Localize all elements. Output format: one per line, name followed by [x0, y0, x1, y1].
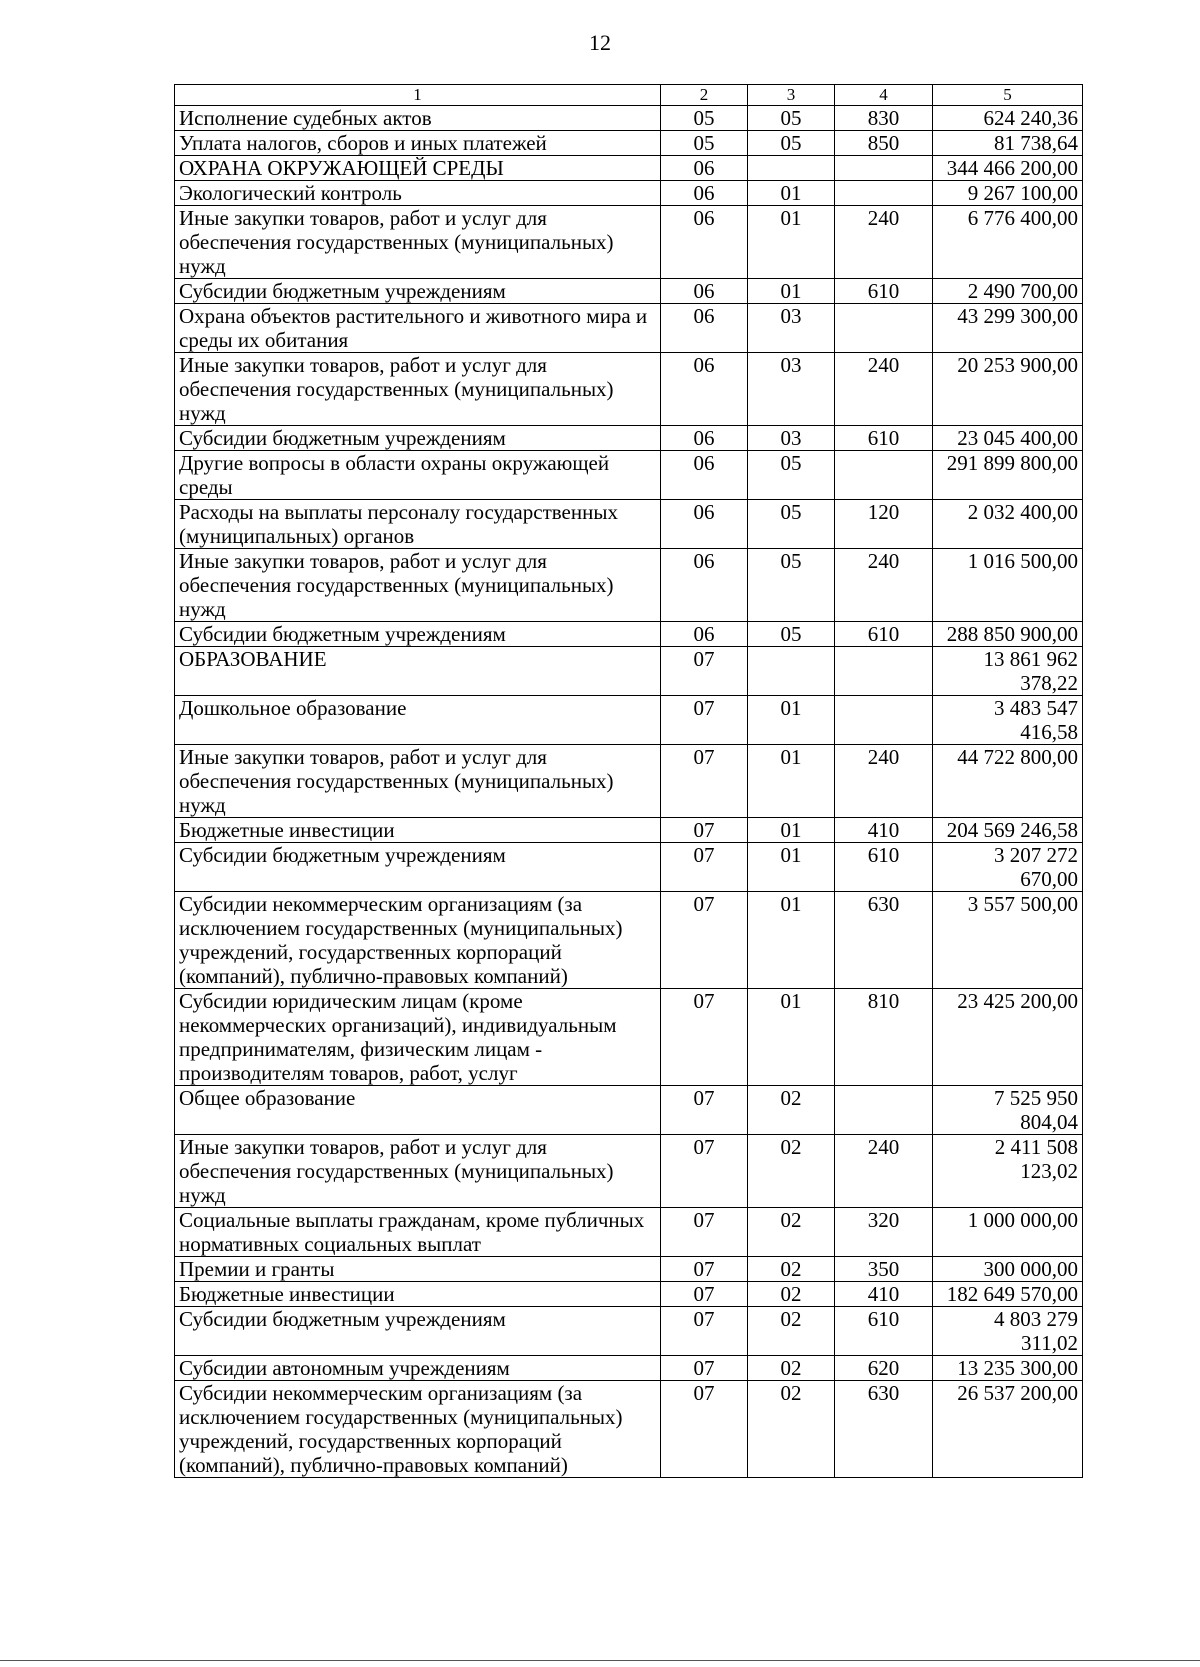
table-row: [175, 1307, 1083, 1356]
table-row: [175, 1381, 1083, 1478]
row-subsection-cell: 05: [748, 106, 835, 131]
row-amount-cell: 7 525 950 804,04: [933, 1086, 1083, 1135]
row-amount-cell: 23 045 400,00: [933, 426, 1083, 451]
row-amount-cell: 43 299 300,00: [933, 304, 1083, 353]
table-row: [175, 696, 1083, 745]
row-expense-type-cell: [835, 647, 933, 696]
row-section-cell: 07: [661, 1381, 748, 1478]
row-expense-type-cell: 610: [835, 426, 933, 451]
row-expense-type-cell: 610: [835, 622, 933, 647]
row-name-cell: Субсидии некоммерческим организациям (за исключением государственных (муниципальных) учреждений, государственных корпораций (компаний), публично-правовых компаний): [175, 892, 661, 989]
table-row: [175, 745, 1083, 818]
row-section-cell: 06: [661, 206, 748, 279]
row-name-cell: Расходы на выплаты персоналу государственных (муниципальных) органов: [175, 500, 661, 549]
row-subsection-cell: 02: [748, 1135, 835, 1208]
row-subsection-cell: 05: [748, 622, 835, 647]
row-section-cell: 07: [661, 696, 748, 745]
table-row: [175, 304, 1083, 353]
row-subsection-cell: 02: [748, 1208, 835, 1257]
table-row: [175, 1257, 1083, 1282]
row-amount-cell: 291 899 800,00: [933, 451, 1083, 500]
row-subsection-cell: 02: [748, 1257, 835, 1282]
row-name-cell: ОХРАНА ОКРУЖАЮЩЕЙ СРЕДЫ: [175, 156, 661, 181]
row-amount-cell: 3 207 272 670,00: [933, 843, 1083, 892]
row-amount-cell: 182 649 570,00: [933, 1282, 1083, 1307]
table-row: [175, 500, 1083, 549]
row-name-cell: Субсидии бюджетным учреждениям: [175, 622, 661, 647]
row-subsection-cell: 01: [748, 279, 835, 304]
row-amount-cell: 288 850 900,00: [933, 622, 1083, 647]
row-amount-cell: 204 569 246,58: [933, 818, 1083, 843]
row-subsection-cell: 01: [748, 989, 835, 1086]
row-section-cell: 07: [661, 1086, 748, 1135]
row-amount-cell: 2 411 508 123,02: [933, 1135, 1083, 1208]
table-row: [175, 279, 1083, 304]
row-name-cell: Иные закупки товаров, работ и услуг для обеспечения государственных (муниципальных) нужд: [175, 745, 661, 818]
row-subsection-cell: 01: [748, 206, 835, 279]
row-name-cell: Субсидии бюджетным учреждениям: [175, 843, 661, 892]
row-expense-type-cell: 240: [835, 745, 933, 818]
table-row: [175, 106, 1083, 131]
row-name-cell: Социальные выплаты гражданам, кроме публичных нормативных социальных выплат: [175, 1208, 661, 1257]
row-subsection-cell: 02: [748, 1381, 835, 1478]
row-amount-cell: 20 253 900,00: [933, 353, 1083, 426]
page-number: 12: [589, 30, 611, 55]
table-row: [175, 426, 1083, 451]
row-subsection-cell: 01: [748, 843, 835, 892]
row-section-cell: 07: [661, 1135, 748, 1208]
row-subsection-cell: 02: [748, 1356, 835, 1381]
row-amount-cell: 13 235 300,00: [933, 1356, 1083, 1381]
table-row: [175, 131, 1083, 156]
row-amount-cell: 344 466 200,00: [933, 156, 1083, 181]
row-subsection-cell: 01: [748, 818, 835, 843]
row-section-cell: 06: [661, 156, 748, 181]
table-row: [175, 622, 1083, 647]
row-name-cell: Уплата налогов, сборов и иных платежей: [175, 131, 661, 156]
row-expense-type-cell: 240: [835, 549, 933, 622]
row-section-cell: 06: [661, 181, 748, 206]
table-row: [175, 549, 1083, 622]
budget-table: [174, 84, 1083, 1478]
row-amount-cell: 2 032 400,00: [933, 500, 1083, 549]
row-subsection-cell: 02: [748, 1086, 835, 1135]
row-amount-cell: 2 490 700,00: [933, 279, 1083, 304]
row-expense-type-cell: 610: [835, 843, 933, 892]
table-row: [175, 1282, 1083, 1307]
table-row: [175, 353, 1083, 426]
row-expense-type-cell: [835, 451, 933, 500]
row-section-cell: 07: [661, 989, 748, 1086]
row-section-cell: 06: [661, 622, 748, 647]
row-name-cell: Иные закупки товаров, работ и услуг для обеспечения государственных (муниципальных) нужд: [175, 353, 661, 426]
column-header-2: 2: [661, 85, 748, 106]
row-expense-type-cell: 350: [835, 1257, 933, 1282]
row-subsection-cell: 02: [748, 1282, 835, 1307]
row-subsection-cell: 03: [748, 304, 835, 353]
row-name-cell: Иные закупки товаров, работ и услуг для обеспечения государственных (муниципальных) нужд: [175, 206, 661, 279]
row-subsection-cell: 03: [748, 353, 835, 426]
row-expense-type-cell: 610: [835, 279, 933, 304]
row-name-cell: Субсидии бюджетным учреждениям: [175, 279, 661, 304]
row-section-cell: 07: [661, 647, 748, 696]
row-section-cell: 06: [661, 500, 748, 549]
row-name-cell: Субсидии бюджетным учреждениям: [175, 426, 661, 451]
row-section-cell: 06: [661, 426, 748, 451]
table-row: [175, 1356, 1083, 1381]
row-name-cell: Другие вопросы в области охраны окружающей среды: [175, 451, 661, 500]
row-section-cell: 07: [661, 818, 748, 843]
row-expense-type-cell: [835, 181, 933, 206]
row-subsection-cell: 05: [748, 131, 835, 156]
row-name-cell: Бюджетные инвестиции: [175, 818, 661, 843]
table-row: [175, 206, 1083, 279]
table-header-row: [175, 85, 1083, 106]
row-amount-cell: 26 537 200,00: [933, 1381, 1083, 1478]
row-section-cell: 07: [661, 892, 748, 989]
row-subsection-cell: 01: [748, 181, 835, 206]
row-expense-type-cell: 630: [835, 1381, 933, 1478]
row-expense-type-cell: 240: [835, 1135, 933, 1208]
row-amount-cell: 9 267 100,00: [933, 181, 1083, 206]
row-subsection-cell: 01: [748, 696, 835, 745]
row-amount-cell: 3 483 547 416,58: [933, 696, 1083, 745]
row-amount-cell: 44 722 800,00: [933, 745, 1083, 818]
row-section-cell: 06: [661, 279, 748, 304]
row-section-cell: 07: [661, 745, 748, 818]
table-row: [175, 892, 1083, 989]
row-name-cell: Премии и гранты: [175, 1257, 661, 1282]
row-subsection-cell: 05: [748, 451, 835, 500]
row-amount-cell: 6 776 400,00: [933, 206, 1083, 279]
row-name-cell: Исполнение судебных актов: [175, 106, 661, 131]
row-amount-cell: 13 861 962 378,22: [933, 647, 1083, 696]
row-section-cell: 06: [661, 451, 748, 500]
row-subsection-cell: 02: [748, 1307, 835, 1356]
table-row: [175, 647, 1083, 696]
row-section-cell: 06: [661, 353, 748, 426]
table-row: [175, 451, 1083, 500]
row-expense-type-cell: [835, 1086, 933, 1135]
row-amount-cell: 23 425 200,00: [933, 989, 1083, 1086]
bottom-rule: [0, 1660, 1200, 1661]
table-row: [175, 181, 1083, 206]
row-section-cell: 05: [661, 131, 748, 156]
row-expense-type-cell: 410: [835, 1282, 933, 1307]
row-expense-type-cell: 620: [835, 1356, 933, 1381]
row-expense-type-cell: 810: [835, 989, 933, 1086]
row-amount-cell: 1 016 500,00: [933, 549, 1083, 622]
row-expense-type-cell: 630: [835, 892, 933, 989]
row-expense-type-cell: [835, 696, 933, 745]
row-amount-cell: 3 557 500,00: [933, 892, 1083, 989]
row-subsection-cell: 01: [748, 745, 835, 818]
table-body: [175, 106, 1083, 1478]
row-amount-cell: 624 240,36: [933, 106, 1083, 131]
table-row: [175, 818, 1083, 843]
row-name-cell: Субсидии бюджетным учреждениям: [175, 1307, 661, 1356]
row-name-cell: Дошкольное образование: [175, 696, 661, 745]
row-section-cell: 06: [661, 549, 748, 622]
row-section-cell: 05: [661, 106, 748, 131]
table-row: [175, 1135, 1083, 1208]
row-name-cell: Субсидии некоммерческим организациям (за исключением государственных (муниципальных) учреждений, государственных корпораций (компаний), публично-правовых компаний): [175, 1381, 661, 1478]
row-section-cell: 07: [661, 1356, 748, 1381]
row-name-cell: ОБРАЗОВАНИЕ: [175, 647, 661, 696]
row-subsection-cell: 01: [748, 892, 835, 989]
row-expense-type-cell: 410: [835, 818, 933, 843]
row-subsection-cell: 03: [748, 426, 835, 451]
row-amount-cell: 4 803 279 311,02: [933, 1307, 1083, 1356]
column-header-3: 3: [748, 85, 835, 106]
row-subsection-cell: 05: [748, 549, 835, 622]
row-expense-type-cell: 830: [835, 106, 933, 131]
row-name-cell: Охрана объектов растительного и животного мира и среды их обитания: [175, 304, 661, 353]
column-header-1: 1: [175, 85, 661, 106]
row-name-cell: Иные закупки товаров, работ и услуг для обеспечения государственных (муниципальных) нужд: [175, 1135, 661, 1208]
row-expense-type-cell: 320: [835, 1208, 933, 1257]
row-expense-type-cell: [835, 156, 933, 181]
row-section-cell: 07: [661, 1282, 748, 1307]
table-row: [175, 1208, 1083, 1257]
row-section-cell: 07: [661, 1307, 748, 1356]
row-subsection-cell: [748, 647, 835, 696]
table-row: [175, 989, 1083, 1086]
row-expense-type-cell: 240: [835, 353, 933, 426]
table-row: [175, 843, 1083, 892]
row-name-cell: Экологический контроль: [175, 181, 661, 206]
row-expense-type-cell: 610: [835, 1307, 933, 1356]
row-name-cell: Субсидии юридическим лицам (кроме некоммерческих организаций), индивидуальным предпринимателям, физическим лицам - производителям товаров, работ, услуг: [175, 989, 661, 1086]
row-expense-type-cell: [835, 304, 933, 353]
table-row: [175, 156, 1083, 181]
row-name-cell: Субсидии автономным учреждениям: [175, 1356, 661, 1381]
row-section-cell: 07: [661, 1208, 748, 1257]
column-header-4: 4: [835, 85, 933, 106]
row-amount-cell: 1 000 000,00: [933, 1208, 1083, 1257]
row-section-cell: 06: [661, 304, 748, 353]
row-name-cell: Иные закупки товаров, работ и услуг для обеспечения государственных (муниципальных) нужд: [175, 549, 661, 622]
row-name-cell: Общее образование: [175, 1086, 661, 1135]
row-name-cell: Бюджетные инвестиции: [175, 1282, 661, 1307]
row-amount-cell: 81 738,64: [933, 131, 1083, 156]
table-row: [175, 1086, 1083, 1135]
row-subsection-cell: 05: [748, 500, 835, 549]
row-expense-type-cell: 240: [835, 206, 933, 279]
row-section-cell: 07: [661, 1257, 748, 1282]
row-expense-type-cell: 850: [835, 131, 933, 156]
column-header-5: 5: [933, 85, 1083, 106]
row-subsection-cell: [748, 156, 835, 181]
row-expense-type-cell: 120: [835, 500, 933, 549]
row-amount-cell: 300 000,00: [933, 1257, 1083, 1282]
row-section-cell: 07: [661, 843, 748, 892]
